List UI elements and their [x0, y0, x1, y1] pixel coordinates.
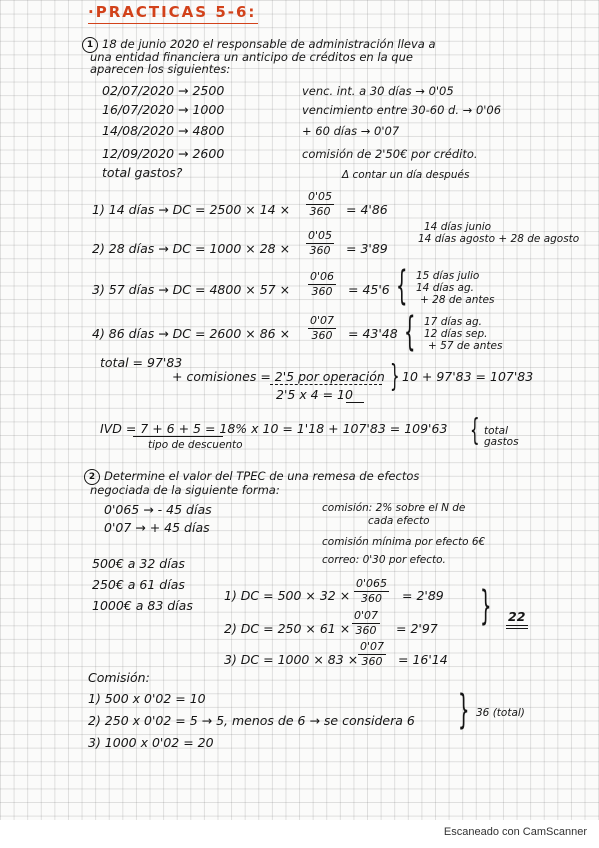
dc-fraction-2-num: 0'07 — [354, 609, 379, 622]
dc-result-2: = 2'97 — [396, 621, 438, 636]
credit-item: 16/07/2020 → 1000 — [102, 102, 225, 117]
total-sum: 10 + 97'83 = 107'83 — [402, 369, 534, 384]
fraction-1-num: 0'05 — [308, 190, 333, 203]
efecto-item: 500€ a 32 días — [92, 556, 185, 571]
total-line: total = 97'83 — [100, 355, 183, 370]
exercise-1-number: 1 — [82, 37, 98, 53]
fraction-2 — [306, 230, 334, 257]
efecto-item: 1000€ a 83 días — [92, 598, 193, 613]
condition-item: comisión de 2'50€ por crédito. — [302, 147, 478, 161]
title-underline — [88, 23, 258, 24]
calc-result-2: = 3'89 — [346, 241, 388, 256]
ex1-statement-line-2: una entidad financiera un anticipo de créditos en la que — [90, 50, 413, 64]
dc-fraction-1-num: 0'065 — [356, 577, 388, 590]
fraction-3-den: 360 — [311, 285, 333, 298]
scanner-footer — [0, 820, 599, 848]
dc-fraction-3 — [358, 641, 386, 668]
condition-item: vencimiento entre 30-60 d. → 0'06 — [302, 103, 502, 117]
comision-line-2: cada efecto — [368, 515, 430, 527]
dc-fraction-3-num: 0'07 — [360, 640, 385, 653]
dc-line-1: 1) DC = 500 × 32 × — [224, 588, 351, 603]
page-title: ·PRACTICAS 5-6: — [88, 3, 257, 21]
credit-item: 12/09/2020 → 2600 — [102, 146, 225, 161]
scanner-watermark: Escaneado con CamScanner — [443, 826, 587, 838]
dc-fraction-2 — [352, 610, 380, 637]
comisiones-line: + comisiones = 2'5 por operación — [172, 369, 385, 384]
brace-comision: } — [458, 687, 470, 733]
dc-fraction-1 — [354, 578, 389, 605]
dc-line-3: 3) DC = 1000 × 83 × — [224, 652, 359, 667]
note-4a: 17 días ag. — [424, 316, 482, 328]
note-3a: 15 días julio — [416, 270, 480, 282]
ivd-sublabel: tipo de descuento — [148, 439, 243, 451]
comision-calc: 2'5 x 4 = 10 — [276, 387, 353, 402]
ivd-note: total gastos — [484, 425, 519, 448]
calc-result-4: = 43'48 — [348, 326, 398, 341]
dc-total: 22 — [508, 609, 526, 624]
ex2-statement-line-1: Determine el valor del TPEC de una remesa de efectos — [104, 469, 420, 483]
ex1-statement-line-3: aparecen los siguientes: — [90, 62, 231, 76]
calc-line-4: 4) 86 días → DC = 2600 × 86 × — [92, 326, 291, 341]
fraction-4-num: 0'07 — [310, 314, 335, 327]
fraction-2-num: 0'05 — [308, 229, 333, 242]
condition-item: + 60 días → 0'07 — [302, 124, 400, 138]
brace-3: { — [396, 263, 408, 309]
calc-result-3: = 45'6 — [348, 282, 390, 297]
fraction-1-den: 360 — [309, 205, 331, 218]
correo-line: correo: 0'30 por efecto. — [322, 554, 446, 566]
condition-item: venc. int. a 30 días → 0'05 — [302, 84, 454, 98]
ivd-underline — [133, 436, 223, 437]
note-1a: 14 días junio — [424, 221, 492, 233]
comision-title: Comisión: — [88, 670, 150, 685]
fraction-3 — [308, 271, 336, 298]
dc-result-3: = 16'14 — [398, 652, 448, 667]
brace-total: } — [390, 359, 400, 394]
efecto-item: 250€ a 61 días — [92, 577, 185, 592]
credit-item: 14/08/2020 → 4800 — [102, 123, 225, 138]
dc-fraction-1-den: 360 — [361, 592, 383, 605]
fraction-2-den: 360 — [309, 244, 331, 257]
comisiones-underline — [270, 384, 382, 385]
brace-4: { — [404, 309, 416, 355]
dc-fraction-3-den: 360 — [361, 655, 383, 668]
fraction-1 — [306, 191, 334, 218]
ivd-expression: IVD = 7 + 6 + 5 = 18% x 10 = 1'18 + 107'83 = 109'63 — [100, 421, 448, 436]
rate-a: 0'065 → - 45 días — [104, 502, 212, 517]
note-3b: 14 días ag. — [416, 282, 474, 294]
note-1b: 14 días agosto + 28 de agosto — [418, 233, 580, 245]
dc-line-2: 2) DC = 250 × 61 × — [224, 621, 351, 636]
ex2-statement-line-2: negociada de la siguiente forma: — [90, 483, 280, 497]
calc-result-1: = 4'86 — [346, 202, 388, 217]
fraction-4 — [308, 315, 336, 342]
rate-b: 0'07 → + 45 días — [104, 520, 210, 535]
note-day-after: Δ contar un día después — [342, 169, 470, 181]
comision-item: 3) 1000 x 0'02 = 20 — [88, 735, 214, 750]
calc-line-1: 1) 14 días → DC = 2500 × 14 × — [92, 202, 291, 217]
fraction-4-den: 360 — [311, 329, 333, 342]
comision-total: 36 (total) — [476, 707, 525, 719]
comision-item: 2) 250 x 0'02 = 5 → 5, menos de 6 → se considera 6 — [88, 713, 415, 728]
dc-total-underline-1 — [506, 625, 528, 626]
brace-dc: } — [480, 583, 492, 629]
comision-line-1: comisión: 2% sobre el N de — [322, 502, 466, 514]
calc-line-2: 2) 28 días → DC = 1000 × 28 × — [92, 241, 291, 256]
dc-total-underline-2 — [506, 628, 528, 629]
calc-line-3: 3) 57 días → DC = 4800 × 57 × — [92, 282, 291, 297]
fraction-3-num: 0'06 — [310, 270, 335, 283]
exercise-2-number: 2 — [84, 469, 100, 485]
comision-calc-underline — [346, 402, 364, 403]
credit-item: 02/07/2020 → 2500 — [102, 83, 225, 98]
brace-ivd: { — [470, 413, 480, 448]
question-total-gastos: total gastos? — [102, 165, 183, 180]
dc-fraction-2-den: 360 — [355, 624, 377, 637]
comision-line-3: comisión mínima por efecto 6€ — [322, 536, 486, 548]
comision-item: 1) 500 x 0'02 = 10 — [88, 691, 206, 706]
note-3c: + 28 de antes — [420, 294, 495, 306]
ex1-statement-line-1: 18 de junio 2020 el responsable de administración lleva a — [102, 37, 436, 51]
dc-result-1: = 2'89 — [402, 588, 444, 603]
note-4c: + 57 de antes — [428, 340, 503, 352]
note-4b: 12 días sep. — [424, 328, 488, 340]
